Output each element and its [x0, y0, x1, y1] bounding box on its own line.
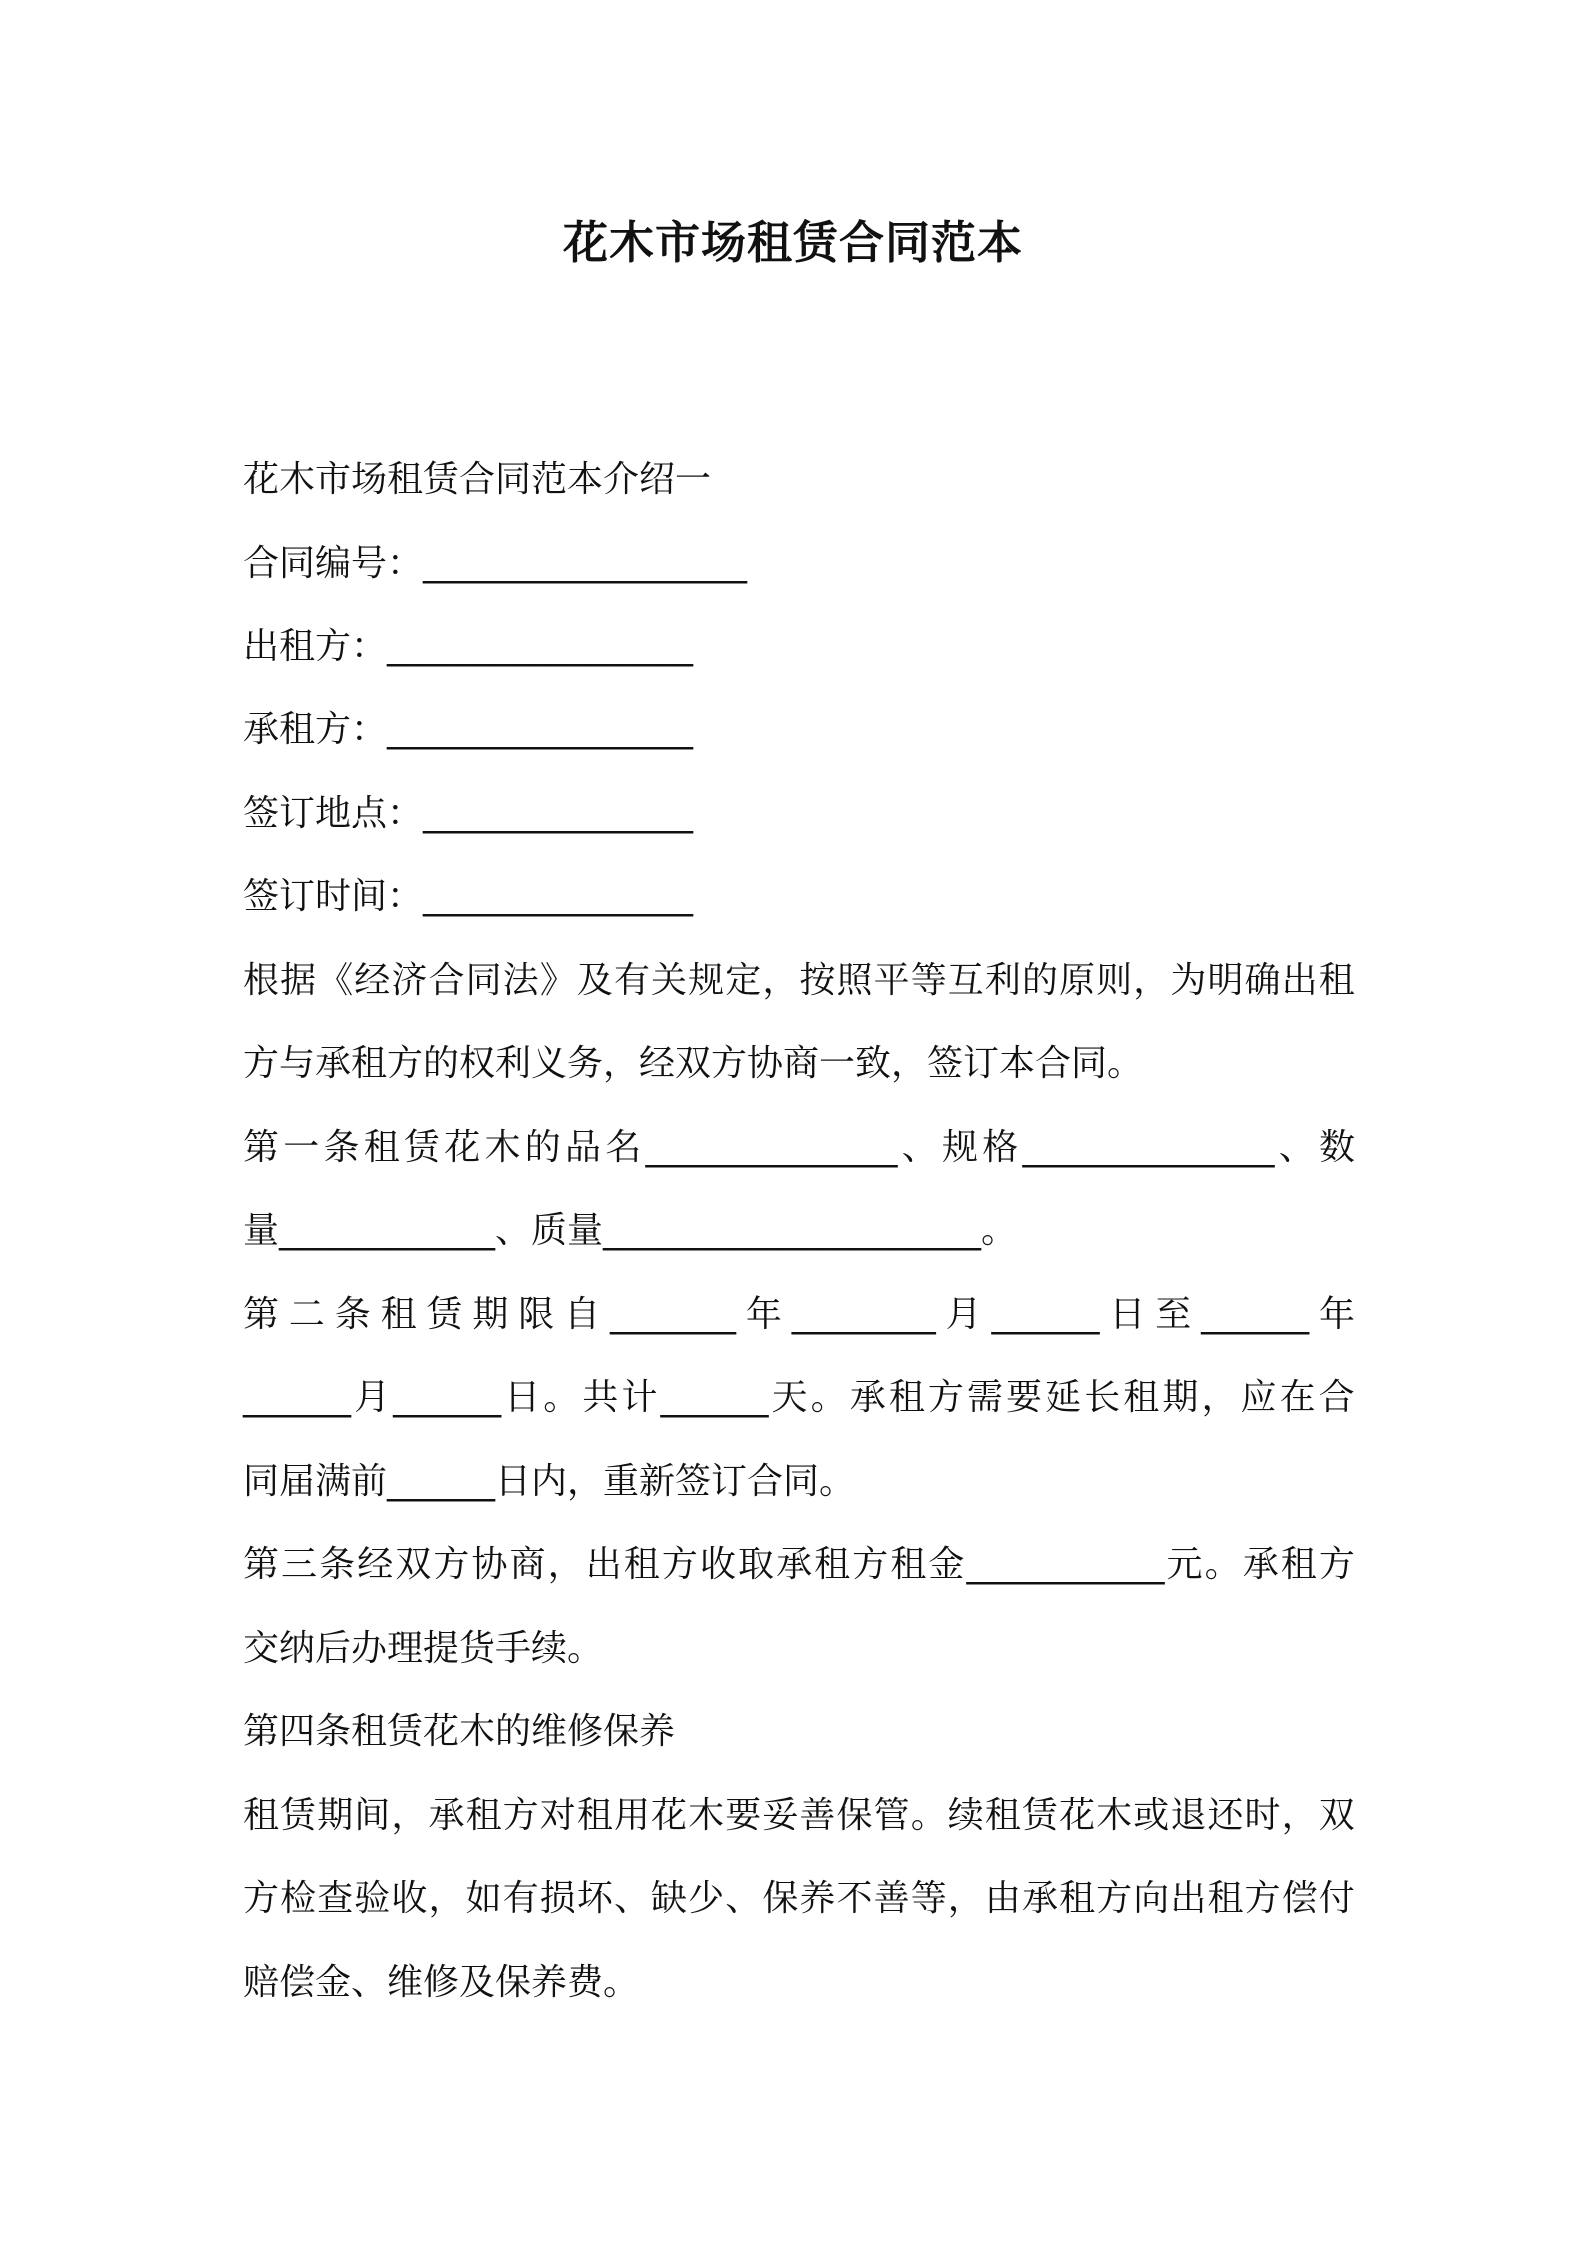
line-glyph: 、 — [725, 1878, 762, 1919]
line-glyph: 由 — [984, 1878, 1021, 1919]
line-glyph: 查 — [317, 1878, 354, 1919]
line-glyph: ______________ — [645, 1127, 898, 1168]
article-2-line-2 — [243, 1368, 1355, 1428]
section-intro-heading: 花木市场租赁合同范本介绍一 — [243, 459, 712, 500]
line-glyph: 善 — [873, 1878, 910, 1919]
line-glyph: 互 — [947, 960, 984, 1001]
line-glyph: 等 — [910, 960, 947, 1001]
line-glyph: 合 — [428, 960, 465, 1001]
line-glyph: 元 — [1166, 1544, 1203, 1585]
line-glyph: 租 — [363, 1127, 400, 1168]
line-glyph: 、 — [901, 1127, 938, 1168]
lessor-line: 出租方：_________________ — [243, 626, 694, 667]
line-glyph: 坏 — [576, 1878, 613, 1919]
line-glyph: 损 — [539, 1878, 576, 1919]
line-glyph: 木 — [688, 1795, 725, 1836]
article-2-line-1 — [243, 1285, 1355, 1345]
line-glyph: 花 — [444, 1127, 481, 1168]
line-glyph: 方 — [502, 1795, 539, 1836]
line-glyph: 应 — [1240, 1377, 1277, 1418]
line-glyph: 第 — [243, 1544, 280, 1585]
article-4-line-2 — [243, 1869, 1355, 1929]
line-glyph: 有 — [613, 960, 650, 1001]
line-glyph: 延 — [1045, 1377, 1082, 1418]
preamble-line-2: 方与承租方的权利义务，经双方协商一致，签订本合同。 — [243, 1043, 1144, 1084]
line-glyph: 月 — [354, 1377, 391, 1418]
line-glyph: 出 — [1281, 960, 1318, 1001]
line-glyph: 明 — [1207, 960, 1244, 1001]
line-glyph: 租 — [576, 1795, 613, 1836]
line-glyph: 在 — [1279, 1377, 1316, 1418]
line-glyph: 期 — [472, 1294, 509, 1335]
line-glyph: 、 — [613, 1878, 650, 1919]
line-glyph: 出 — [585, 1544, 622, 1585]
line-glyph: 的 — [1021, 960, 1058, 1001]
line-glyph: 年 — [1318, 1294, 1355, 1335]
line-glyph: 方 — [1318, 1544, 1355, 1585]
preamble-line-1 — [243, 951, 1355, 1011]
line-glyph: 济 — [391, 960, 428, 1001]
line-glyph: 承 — [849, 1377, 886, 1418]
line-glyph: 关 — [651, 960, 688, 1001]
line-glyph: 照 — [836, 960, 873, 1001]
line-glyph: ， — [428, 1878, 465, 1919]
line-glyph: 赁 — [426, 1294, 463, 1335]
line-glyph: 第 — [243, 1127, 280, 1168]
line-glyph: 长 — [1084, 1377, 1121, 1418]
line-glyph: 要 — [1006, 1377, 1043, 1418]
line-glyph: 的 — [524, 1127, 561, 1168]
line-glyph: 方 — [243, 1878, 280, 1919]
line-glyph: 保 — [836, 1795, 873, 1836]
line-glyph: 时 — [1244, 1795, 1281, 1836]
line-glyph: 租 — [1280, 1544, 1317, 1585]
line-glyph: 规 — [688, 960, 725, 1001]
line-glyph: ， — [391, 1795, 428, 1836]
article-3-line-1 — [243, 1535, 1355, 1595]
article-1-line-1 — [243, 1118, 1355, 1178]
line-glyph: 需 — [966, 1377, 1003, 1418]
line-glyph: 方 — [852, 1544, 889, 1585]
line-glyph: 共 — [582, 1377, 619, 1418]
line-glyph: 第 — [243, 1294, 280, 1335]
line-glyph: 方 — [1096, 1878, 1133, 1919]
line-glyph: 合 — [1318, 1377, 1355, 1418]
line-glyph: 租 — [888, 1377, 925, 1418]
line-glyph: ______ — [1201, 1294, 1310, 1335]
line-glyph: ______ — [660, 1377, 769, 1418]
line-glyph: 租 — [380, 1294, 417, 1335]
line-glyph: 、 — [1278, 1127, 1315, 1168]
line-glyph: 承 — [428, 1795, 465, 1836]
line-glyph: 方 — [927, 1377, 964, 1418]
line-glyph: 名 — [605, 1127, 642, 1168]
line-glyph: 还 — [1207, 1795, 1244, 1836]
signing-time-line: 签订时间：_______________ — [243, 876, 694, 917]
line-glyph: 等 — [910, 1878, 947, 1919]
line-glyph: 付 — [1318, 1878, 1355, 1919]
line-glyph: 平 — [873, 960, 910, 1001]
line-glyph: 验 — [354, 1878, 391, 1919]
line-glyph: 条 — [334, 1294, 371, 1335]
line-glyph: 保 — [762, 1878, 799, 1919]
line-glyph: 租 — [243, 1795, 280, 1836]
line-glyph: 经 — [354, 960, 391, 1001]
line-glyph: 承 — [776, 1544, 813, 1585]
line-glyph: 。 — [543, 1377, 580, 1418]
line-glyph: 及 — [576, 960, 613, 1001]
line-glyph: 自 — [564, 1294, 601, 1335]
line-glyph: 日 — [1109, 1294, 1146, 1335]
contract-number-line: 合同编号：__________________ — [243, 543, 748, 584]
line-glyph: 续 — [947, 1795, 984, 1836]
line-glyph: 条 — [323, 1127, 360, 1168]
line-glyph: 经 — [357, 1544, 394, 1585]
line-glyph: 期 — [1162, 1377, 1199, 1418]
line-glyph: 一 — [283, 1127, 320, 1168]
line-glyph: ， — [1201, 1377, 1238, 1418]
line-glyph: 金 — [928, 1544, 965, 1585]
line-glyph: 花 — [651, 1795, 688, 1836]
line-glyph: 方 — [661, 1544, 698, 1585]
line-glyph: 定 — [725, 960, 762, 1001]
line-glyph: ， — [1133, 960, 1170, 1001]
line-glyph: ， — [762, 960, 799, 1001]
line-glyph: _______ — [610, 1294, 736, 1335]
line-glyph: 为 — [1170, 960, 1207, 1001]
line-glyph: 不 — [836, 1878, 873, 1919]
line-glyph: 赁 — [280, 1795, 317, 1836]
line-glyph: 同 — [465, 960, 502, 1001]
line-glyph: 月 — [945, 1294, 982, 1335]
line-glyph: 期 — [317, 1795, 354, 1836]
line-glyph: 则 — [1096, 960, 1133, 1001]
line-glyph: 。 — [910, 1795, 947, 1836]
line-glyph: 条 — [319, 1544, 356, 1585]
line-glyph: 三 — [281, 1544, 318, 1585]
article-4-line-3: 赔偿金、维修及保养费。 — [243, 1962, 640, 2003]
line-glyph: 租 — [1059, 1878, 1096, 1919]
line-glyph: ______ — [991, 1294, 1100, 1335]
article-4-heading: 第四条租赁花木的维修保养 — [243, 1711, 676, 1752]
article-4-line-1 — [243, 1786, 1355, 1846]
line-glyph: 至 — [1155, 1294, 1192, 1335]
line-glyph: 日 — [504, 1377, 541, 1418]
line-glyph: 妥 — [762, 1795, 799, 1836]
line-glyph: 向 — [1133, 1878, 1170, 1919]
line-glyph: 》 — [539, 960, 576, 1001]
line-glyph: 天 — [771, 1377, 808, 1418]
line-glyph: 租 — [1123, 1377, 1160, 1418]
line-glyph: 双 — [395, 1544, 432, 1585]
line-glyph: 计 — [621, 1377, 658, 1418]
line-glyph: 方 — [1244, 1878, 1281, 1919]
line-glyph: 。 — [810, 1377, 847, 1418]
line-glyph: 收 — [391, 1878, 428, 1919]
line-glyph: 赁 — [1021, 1795, 1058, 1836]
line-glyph: 要 — [725, 1795, 762, 1836]
line-glyph: 租 — [623, 1544, 660, 1585]
line-glyph: 规 — [941, 1127, 978, 1168]
line-glyph: 取 — [738, 1544, 775, 1585]
line-glyph: 承 — [1021, 1878, 1058, 1919]
line-glyph: 租 — [984, 1795, 1021, 1836]
lessee-line: 承租方：_________________ — [243, 709, 694, 750]
line-glyph: 少 — [688, 1878, 725, 1919]
line-glyph: ， — [547, 1544, 584, 1585]
line-glyph: 品 — [565, 1127, 602, 1168]
line-glyph: 租 — [814, 1544, 851, 1585]
line-glyph: 限 — [518, 1294, 555, 1335]
line-glyph: 租 — [1207, 1878, 1244, 1919]
line-glyph: ___________ — [966, 1544, 1165, 1585]
line-glyph: 善 — [799, 1795, 836, 1836]
line-glyph: 协 — [471, 1544, 508, 1585]
line-glyph: 检 — [280, 1878, 317, 1919]
line-glyph: 方 — [433, 1544, 470, 1585]
line-glyph: 木 — [1096, 1795, 1133, 1836]
line-glyph: 养 — [799, 1878, 836, 1919]
line-glyph: 《 — [317, 960, 354, 1001]
line-glyph: 收 — [699, 1544, 736, 1585]
line-glyph: 退 — [1170, 1795, 1207, 1836]
line-glyph: 或 — [1133, 1795, 1170, 1836]
signing-place-line: 签订地点：_______________ — [243, 793, 694, 834]
line-glyph: 如 — [465, 1878, 502, 1919]
line-glyph: 租 — [465, 1795, 502, 1836]
line-glyph: 双 — [1318, 1795, 1355, 1836]
line-glyph: 有 — [502, 1878, 539, 1919]
article-3-line-2: 交纳后办理提货手续。 — [243, 1628, 604, 1669]
line-glyph: ， — [1281, 1795, 1318, 1836]
line-glyph: 法 — [502, 960, 539, 1001]
line-glyph: ______ — [243, 1377, 351, 1418]
line-glyph: ， — [947, 1878, 984, 1919]
line-glyph: 确 — [1244, 960, 1281, 1001]
line-glyph: 利 — [984, 960, 1021, 1001]
article-1-line-2: 量____________、质量_____________________。 — [243, 1210, 1018, 1251]
line-glyph: 偿 — [1281, 1878, 1318, 1919]
line-glyph: 缺 — [651, 1878, 688, 1919]
line-glyph: 数 — [1318, 1127, 1355, 1168]
line-glyph: 管 — [873, 1795, 910, 1836]
line-glyph: 格 — [982, 1127, 1019, 1168]
line-glyph: 按 — [799, 960, 836, 1001]
line-glyph: 用 — [613, 1795, 650, 1836]
line-glyph: 商 — [509, 1544, 546, 1585]
line-glyph: 租 — [1318, 960, 1355, 1001]
line-glyph: 对 — [539, 1795, 576, 1836]
line-glyph: 二 — [288, 1294, 325, 1335]
line-glyph: ______________ — [1022, 1127, 1275, 1168]
line-glyph: 根 — [243, 960, 280, 1001]
line-glyph: 原 — [1059, 960, 1096, 1001]
line-glyph: 出 — [1170, 1878, 1207, 1919]
line-glyph: ______ — [393, 1377, 502, 1418]
line-glyph: 年 — [745, 1294, 782, 1335]
line-glyph: 赁 — [404, 1127, 441, 1168]
article-2-line-3: 同届满前______日内，重新签订合同。 — [243, 1461, 856, 1502]
line-glyph: ________ — [791, 1294, 936, 1335]
line-glyph: 。 — [1204, 1544, 1241, 1585]
line-glyph: 租 — [890, 1544, 927, 1585]
line-glyph: 木 — [484, 1127, 521, 1168]
line-glyph: 据 — [280, 960, 317, 1001]
line-glyph: 间 — [354, 1795, 391, 1836]
line-glyph: 承 — [1242, 1544, 1279, 1585]
document-title: 花木市场租赁合同范本 — [562, 216, 1023, 269]
line-glyph: 花 — [1059, 1795, 1096, 1836]
